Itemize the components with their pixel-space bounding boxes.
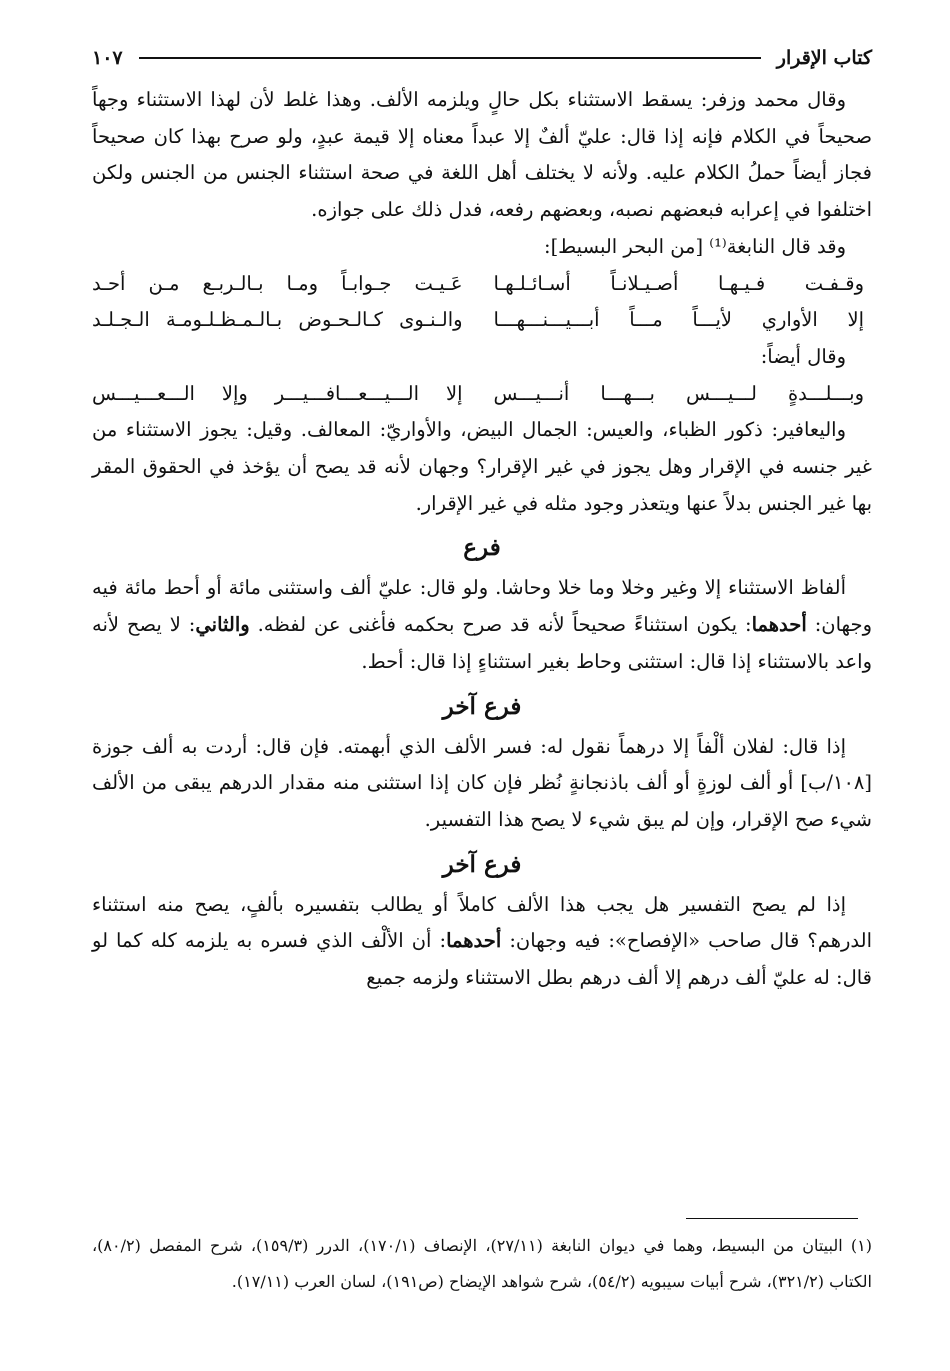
paragraph-text: ألفاظ الاستثناء إلا وغير وخلا وما خلا وحاشا. ولو قال: عليّ ألف واستثنى مائة أو أحط مائة فيه وجهان:	[92, 576, 872, 637]
bold-term: أحدهما	[446, 929, 502, 953]
verse-hemistich: وقـفـت فـيـهـا أصـيـلانـاً أسـائـلـهـا	[493, 271, 864, 295]
section-heading: فرع آخر	[442, 692, 522, 720]
section-heading: فرع	[463, 534, 501, 562]
footnote-separator	[686, 1218, 858, 1219]
verse-line	[92, 376, 872, 413]
header-rule	[139, 57, 761, 59]
main-text	[92, 82, 872, 997]
section-heading: فرع آخر	[442, 850, 522, 878]
paragraph: إذا قال: لفلان ألْفاً إلا درهماً نقول له: فسر الألف الذي أبهمته. فإن قال: أردت به ألف جوزة [١٠٨/ب] أو ألف لوزةٍ أو ألف باذنجانةٍ نُظر فإن كان إذا استثنى منه مقدار الدرهم يبقى من الألف شيء صح الإقرار، وإن لم يبق شيء لا يصح هذا التفسير.	[92, 734, 872, 831]
paragraph-text: إذا لم يصح التفسير هل يجب هذا الألف كاملاً أو يطالب بتفسيره بألفٍ، يصح منه استثناء الدرهم؟ قال صاحب «الإفصاح»: فيه وجهان:	[92, 892, 872, 953]
verse-line	[92, 266, 872, 303]
verse-hemistich: وبـــلـــدةٍ لـــيـــس بـــهـــا أنـــيـــس	[493, 381, 864, 405]
paragraph: وقال محمد وزفر: يسقط الاستثناء بكل حالٍ ويلزمه الألف. وهذا غلط لأن لهذا الاستثناء وجهاً صحيحاً في الكلام فإنه إذا قال: عليّ ألفٌ إلا عبداً معناه إلا قيمة عبدٍ، ولو صرح بهذا كان صحيحاً فجاز أيضاً حملُ الكلام عليه. ولأنه لا يختلف أهل اللغة في صحة استثناء الجنس من الجنس ولكن اختلفوا في إعرابه فبعضهم نصبه، وبعضهم رفعه، فدل ذلك على جوازه.	[92, 88, 872, 222]
running-header	[92, 34, 872, 82]
verse-line	[92, 302, 872, 339]
page	[92, 34, 872, 997]
footnote: (١) البيتان من البسيط، وهما في ديوان النابغة (٢٧/١١)، الإنصاف (١٧٠/١)، الدرر (١٥٩/٣)، شرح المفصل (٨٠/٢)، الكتاب (٣٢١/٢)، شرح أبيات سيبويه (٥٤/٢)، شرح شواهد الإيضاح (ص١٩١)، لسان العرب (١٧/١١).	[92, 1236, 873, 1291]
paragraph-text: : يكون استثناءً صحيحاً لأنه قد صرح بحكمه فأغنى عن لفظه.	[249, 613, 752, 637]
verse-hemistich: إلا الـــيـــعـــافـــيـــر وإلا الـــعـــيـــس	[92, 381, 463, 405]
page-number: ١٠٧	[92, 47, 123, 69]
verse-intro: وقد قال النابغة⁽¹⁾ [من البحر البسيط]:	[544, 234, 846, 258]
paragraph: واليعافير: ذكور الظباء، والعيس: الجمال البيض، والأواريّ: المعالف. وقيل: يجوز الاستثناء من غير جنسه في الإقرار وهل يجوز في غير الإقرار؟ وجهان لأنه قد يصح أن يؤخذ في الحقوق المقر بها غير الجنس بدلاً عنها ويتعذر وجود مثله في غير الإقرار.	[92, 418, 872, 515]
paragraph	[92, 887, 872, 997]
verse-hemistich: إلا الأواري لأيـــاً مـــاً أبـــيـــنـــهـــا	[493, 308, 864, 332]
verse-hemistich: عَـيـت جـوابـاً ومـا بـالـربـع مـن أحـد	[92, 271, 463, 295]
paragraph	[92, 570, 872, 680]
paragraph-text: : أن الألْف الذي فسره به يلزمه كله كما لو قال: له عليّ ألف درهم إلا ألف درهم بطل الاستثناء ولزمه جميع	[92, 929, 872, 990]
book-title: كتاب الإقرار	[776, 47, 872, 69]
bold-term: أحدهما	[751, 613, 807, 637]
verse-intro: وقال أيضاً:	[760, 344, 846, 368]
bold-term: والثاني	[195, 613, 250, 637]
paragraph-text: : لا يصح لأنه واعد بالاستثناء إذا قال: استثنى وحاط بغير استثناءٍ إذا قال: أحط.	[92, 613, 872, 673]
verse-hemistich: والـنـوى كـالـحـوض بـالـمـظـلـومـة الـجـلـد	[92, 308, 463, 332]
